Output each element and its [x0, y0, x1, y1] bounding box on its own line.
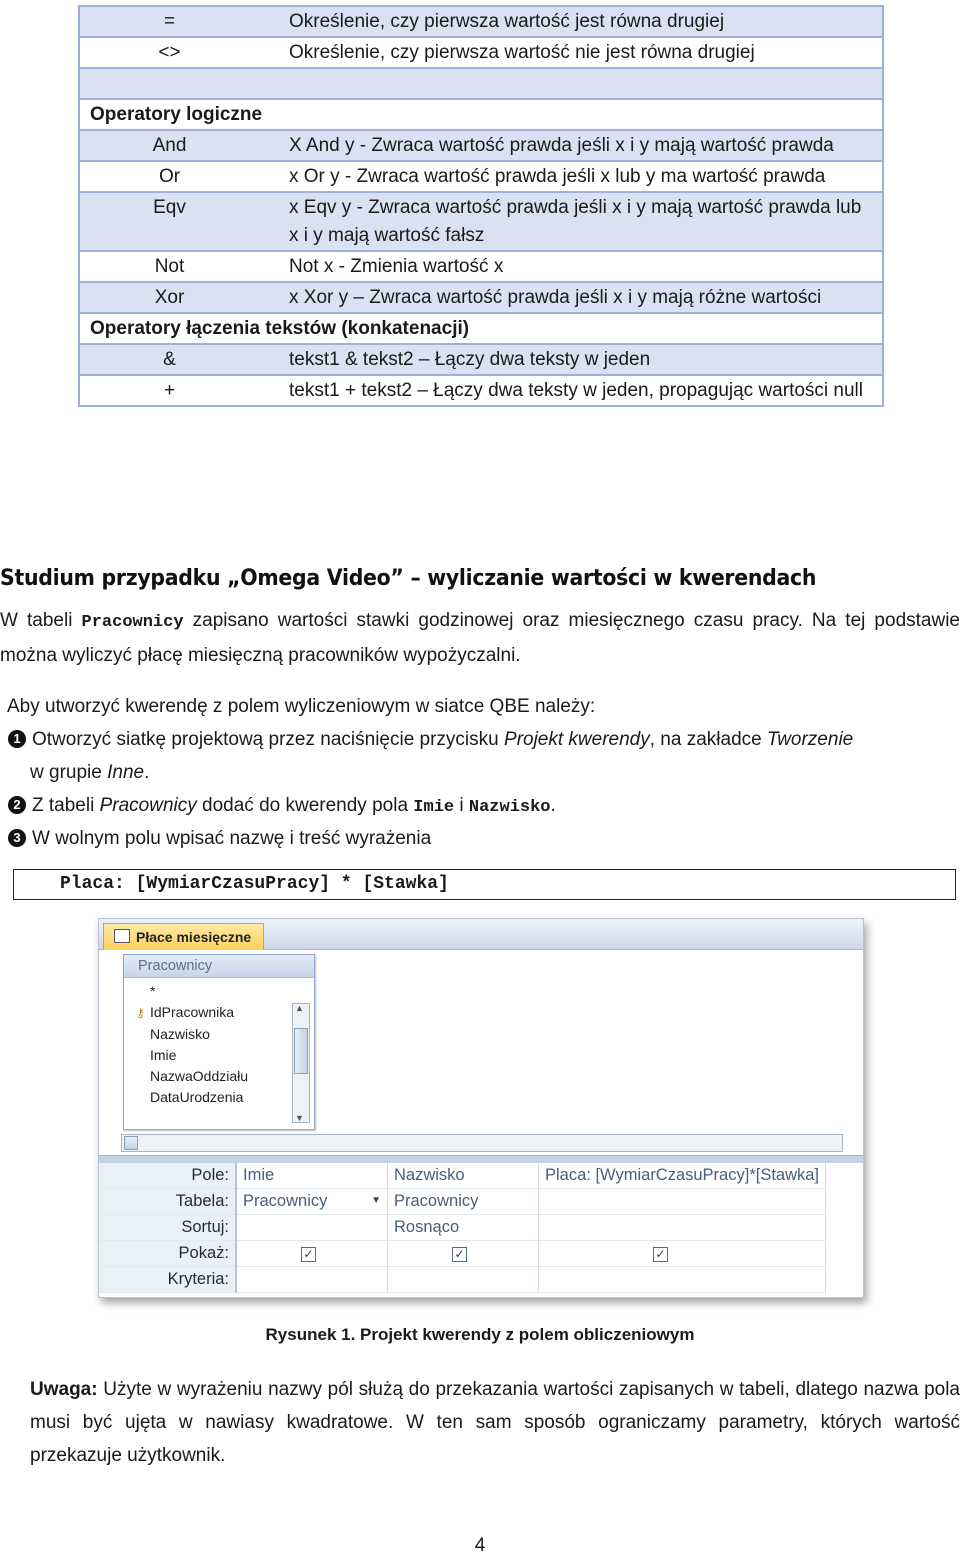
chevron-down-icon[interactable]: ▼: [371, 1195, 381, 1206]
criteria-cell-2[interactable]: [388, 1267, 539, 1293]
step-2-field-imie: Imie: [413, 798, 455, 817]
document-tab-bar: [99, 919, 863, 950]
table-section-row: [80, 314, 882, 345]
operator-description: tekst1 + tekst2 – Łączy dwa teksty w jeden, propagując wartości null: [289, 380, 863, 401]
operator-symbol: +: [163, 380, 176, 401]
row-label-criteria: Kryteria:: [99, 1267, 236, 1293]
query-tab[interactable]: [103, 923, 264, 950]
table-cell-1-value: Pracownicy: [243, 1192, 328, 1210]
field-cell-1[interactable]: Imie: [236, 1163, 388, 1189]
row-label-field: Pole:: [99, 1163, 236, 1189]
horizontal-scroll-thumb[interactable]: [124, 1136, 138, 1150]
step-2-text: Z tabeli: [32, 795, 100, 816]
table-row: [80, 193, 882, 252]
row-label-show: Pokaż:: [99, 1241, 236, 1267]
query-icon: [114, 929, 130, 943]
step-3: [8, 822, 431, 855]
field-list-item[interactable]: [150, 981, 248, 1002]
operator-symbol: And: [80, 131, 259, 162]
operator-description: Określenie, czy pierwsza wartość nie jest równa drugiej: [259, 38, 882, 69]
step-2-period: .: [550, 795, 556, 816]
table-empty-row: [80, 69, 882, 100]
table-row: [80, 38, 882, 69]
step-2-table-name: Pracownicy: [99, 795, 197, 816]
field-name: *: [150, 983, 156, 999]
show-cell-2: [388, 1241, 539, 1267]
page-number: 4: [474, 1535, 486, 1556]
horizontal-scrollbar[interactable]: [121, 1134, 843, 1152]
row-label-sort: Sortuj:: [99, 1215, 236, 1241]
qbe-row-sort: [99, 1215, 826, 1241]
step-number-1: 1: [8, 730, 26, 748]
step-2: [8, 789, 556, 824]
step-1-period: .: [144, 762, 150, 783]
field-name: IdPracownika: [150, 1004, 235, 1020]
case-study-paragraph: [0, 604, 960, 672]
operator-description: Określenie, czy pierwsza wartość jest równa drugiej: [259, 7, 882, 38]
step-2-and: i: [454, 795, 469, 816]
field-list-item[interactable]: [150, 1066, 248, 1087]
field-name: NazwaOddziału: [150, 1068, 249, 1084]
operator-symbol: Not: [80, 252, 259, 283]
operator-description: tekst1 & tekst2 – Łączy dwa teksty w jeden: [259, 345, 882, 376]
qbe-table: [99, 1163, 826, 1293]
qbe-row-field: [99, 1163, 826, 1189]
query-tab-title: Płace miesięczne: [136, 929, 252, 945]
table-field-list[interactable]: [123, 954, 315, 1130]
empty-cell: [80, 69, 882, 100]
steps-intro: Aby utworzyć kwerendę z polem wyliczeniowym w siatce QBE należy:: [7, 696, 596, 717]
section-title: Operatory łączenia tekstów (konkatenacji): [80, 314, 882, 345]
case-study-heading: Studium przypadku „Omega Video” – wyliczanie wartości w kwerendach: [0, 566, 817, 591]
step-1-text: Otworzyć siatkę projektową przez naciśnięcie przycisku: [32, 729, 505, 750]
operator-description: x Or y - Zwraca wartość prawda jeśli x lub y ma wartość prawda: [259, 162, 882, 193]
field-list-item[interactable]: [150, 1045, 248, 1066]
table-row: [80, 131, 882, 162]
field-cell-3[interactable]: Placa: [WymiarCzasuPracy]*[Stawka]: [539, 1163, 826, 1189]
qbe-grid: [99, 1163, 863, 1297]
scroll-thumb[interactable]: [294, 1028, 308, 1074]
field-list-item[interactable]: [136, 1002, 248, 1024]
criteria-cell-3[interactable]: [539, 1267, 826, 1293]
query-design-screenshot: [98, 918, 864, 1298]
formula-box: Placa: [WymiarCzasuPracy] * [Stawka]: [13, 869, 956, 900]
field-name: Imie: [150, 1047, 177, 1063]
sort-cell-2[interactable]: Rosnąco: [388, 1215, 539, 1241]
show-checkbox-3[interactable]: ✓: [653, 1247, 668, 1262]
field-list-scrollbar[interactable]: [292, 1003, 310, 1123]
table-name-code: Pracownicy: [81, 613, 184, 632]
qbe-row-criteria: [99, 1267, 826, 1293]
sort-cell-3[interactable]: [539, 1215, 826, 1241]
step-1-text-3: w grupie: [30, 762, 108, 783]
operators-table: [78, 5, 884, 407]
note-text: Użyte w wyrażeniu nazwy pól służą do przekazania wartości zapisanych w tabeli, dlatego nazwa pola musi być ujęta w nawiasy kwadratowe. W ten sam sposób ograniczamy parametry, których wartość przekazuje użytkownik.: [30, 1379, 960, 1466]
scroll-down-icon[interactable]: ▼: [295, 1113, 304, 1123]
field-cell-2[interactable]: Nazwisko: [388, 1163, 539, 1189]
table-row: [80, 283, 882, 314]
show-cell-3: [539, 1241, 826, 1267]
section-title: Operatory logiczne: [80, 100, 882, 131]
criteria-cell-1[interactable]: [236, 1267, 388, 1293]
operator-description: x Xor y – Zwraca wartość prawda jeśli x i y mają różne wartości: [259, 283, 882, 314]
operator-symbol: Eqv: [80, 193, 259, 252]
step-2-field-nazwisko: Nazwisko: [468, 798, 551, 817]
sort-cell-1[interactable]: [236, 1215, 388, 1241]
step-3-text: W wolnym polu wpisać nazwę i treść wyrażenia: [32, 828, 432, 849]
primary-key-icon: ⚷: [136, 1006, 145, 1020]
qbe-row-show: [99, 1241, 826, 1267]
table-row: [80, 162, 882, 193]
operator-symbol: <>: [80, 38, 259, 69]
operators-table-body: [80, 7, 882, 405]
field-name: DataUrodzenia: [150, 1089, 244, 1105]
table-pane: [99, 950, 863, 1155]
step-2-text-2: dodać do kwerendy pola: [196, 795, 414, 816]
table-section-row: [80, 100, 882, 131]
step-1-button-name: Projekt kwerendy: [504, 729, 650, 750]
figure-caption: Rysunek 1. Projekt kwerendy z polem obliczeniowym: [265, 1325, 695, 1344]
step-number-2: 2: [8, 796, 26, 814]
operator-symbol: &: [80, 345, 259, 376]
note-label: Uwaga:: [30, 1379, 98, 1400]
step-1-text-2: , na zakładce: [649, 729, 767, 750]
qbe-row-table: [99, 1189, 826, 1215]
step-number-3: 3: [8, 829, 26, 847]
operator-symbol: =: [80, 7, 259, 38]
field-name: Nazwisko: [150, 1026, 210, 1042]
show-cell-1: [236, 1241, 388, 1267]
field-list-title: Pracownicy: [124, 955, 314, 978]
note-paragraph: [30, 1373, 960, 1472]
operator-symbol: Or: [80, 162, 259, 193]
field-list: [136, 981, 249, 1108]
table-cell-2[interactable]: Pracownicy: [388, 1189, 539, 1215]
operator-description: Not x - Zmienia wartość x: [259, 252, 882, 283]
table-row: [80, 345, 882, 376]
step-1-group-name: Inne: [107, 762, 145, 783]
operator-description: X And y - Zwraca wartość prawda jeśli x i y mają wartość prawda: [259, 131, 882, 162]
table-row: [80, 7, 882, 38]
table-cell-3[interactable]: [539, 1189, 826, 1215]
operator-symbol: Xor: [80, 283, 259, 314]
scroll-up-icon[interactable]: ▲: [295, 1003, 304, 1013]
step-1: [8, 723, 958, 789]
paragraph-text-a: W tabeli: [0, 610, 82, 631]
show-checkbox-2[interactable]: ✓: [452, 1247, 467, 1262]
table-row: [80, 376, 882, 405]
table-row: [80, 252, 882, 283]
row-label-table: Tabela:: [99, 1189, 236, 1215]
field-list-item[interactable]: [150, 1024, 248, 1045]
table-cell-1[interactable]: [236, 1189, 388, 1215]
field-list-item[interactable]: [150, 1087, 248, 1108]
paragraph-text-b: zapisano wartości stawki godzinowej oraz miesięcznego czasu pracy. Na tej podstawie można wyliczyć płacę miesięczną pracowników wypożyczalni.: [0, 610, 960, 666]
step-1-tab-name: Tworzenie: [767, 729, 854, 750]
operator-description: x Eqv y - Zwraca wartość prawda jeśli x i y mają wartość prawda lub x i y mają wartość fałsz: [259, 193, 882, 252]
show-checkbox-1[interactable]: ✓: [301, 1247, 316, 1262]
